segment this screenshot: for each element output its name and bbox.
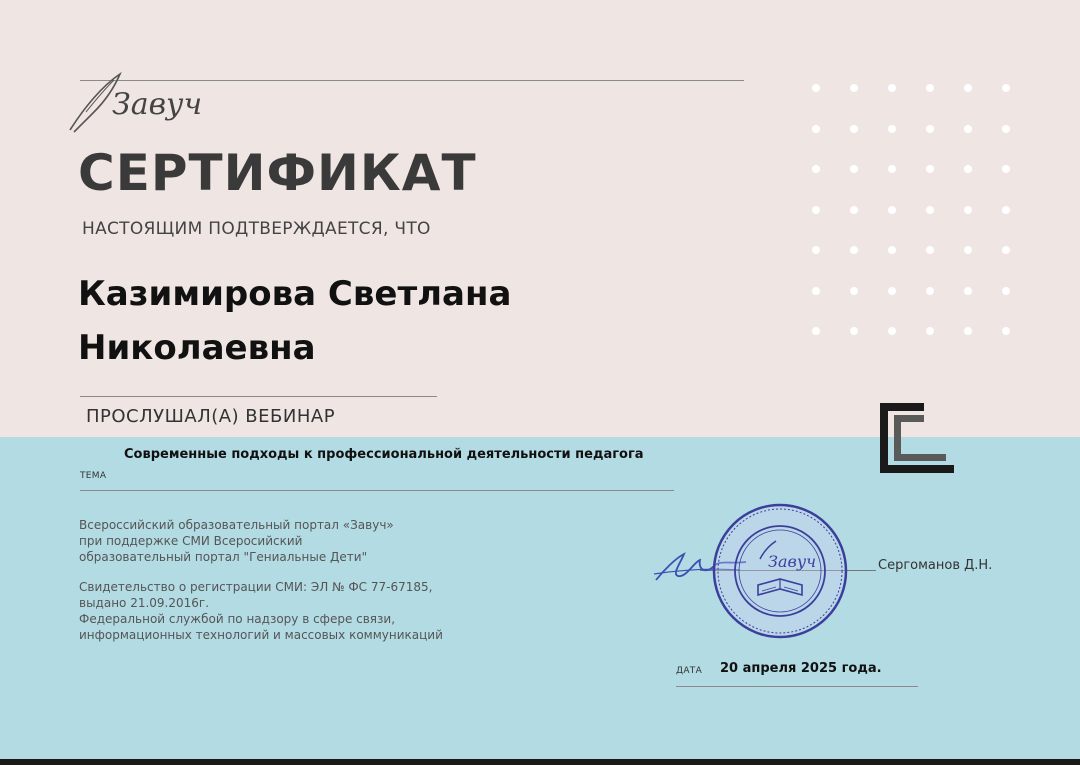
decorative-dot [888,246,896,254]
decorative-dot [888,125,896,133]
decorative-dot [1002,84,1010,92]
webinar-topic: Современные подходы к профессиональной деятельности педагога [124,447,644,462]
footer-strip [0,759,1080,765]
recipient-name-line-2: Николаевна [78,328,316,368]
issuer-line: Всероссийский образовательный портал «Завуч» [79,518,394,532]
decorative-dot [850,327,858,335]
issuer-line: при поддержке СМИ Всеросийский [79,534,303,548]
certificate-title: СЕРТИФИКАТ [78,144,477,202]
decorative-dot [926,327,934,335]
decorative-dot [812,84,820,92]
issuer-line: образовательный портал "Гениальные Дети" [79,550,368,564]
decorative-dot [812,246,820,254]
recipient-name [78,267,598,375]
topic-divider [80,490,674,491]
decorative-dot [964,125,972,133]
brand-mark-icon [880,403,956,473]
registration-line: Федеральной службой по надзору в сфере связи, [79,612,396,626]
decorative-dot [850,84,858,92]
decorative-dot [812,206,820,214]
decorative-dot [964,246,972,254]
decorative-dot [850,206,858,214]
zavuch-logo-icon [64,68,214,138]
stamp-center-text: Завуч [768,552,817,571]
decorative-dot [964,165,972,173]
decorative-dot [812,287,820,295]
logo-text: Завуч [112,87,203,122]
registration-line: выдано 21.09.2016г. [79,596,210,610]
date-value: 20 апреля 2025 года. [720,661,882,676]
decorative-dot [888,84,896,92]
decorative-dot [926,125,934,133]
decorative-dot [850,246,858,254]
decorative-dot [1002,287,1010,295]
decorative-dot [850,287,858,295]
decorative-dot [888,327,896,335]
decorative-dot [926,287,934,295]
decorative-dot [1002,327,1010,335]
name-divider [80,396,437,397]
certificate-subtitle: НАСТОЯЩИМ ПОДТВЕРЖДАЕТСЯ, ЧТО [82,219,431,239]
topic-label: ТЕМА [80,471,107,481]
decorative-dot [964,287,972,295]
decorative-dot [1002,206,1010,214]
decorative-dot [964,206,972,214]
recipient-name-line-1: Казимирова Светлана [78,274,512,314]
registration-info [79,579,479,643]
decorative-dot [926,84,934,92]
decorative-dot [926,246,934,254]
decorative-dot [964,327,972,335]
decorative-dot [926,165,934,173]
webinar-label: ПРОСЛУШАЛ(А) ВЕБИНАР [86,406,336,427]
decorative-dot [1002,246,1010,254]
decorative-dot [1002,125,1010,133]
decorative-dot [850,165,858,173]
decorative-dot [926,206,934,214]
signer-name: Сергоманов Д.Н. [878,558,993,573]
decorative-dot [888,165,896,173]
registration-line: Свидетельство о регистрации СМИ: ЭЛ № ФС 77-67185, [79,580,433,594]
decorative-dot [812,327,820,335]
date-label: ДАТА [676,666,703,676]
decorative-dot [812,165,820,173]
decorative-dot [1002,165,1010,173]
decorative-dot [964,84,972,92]
decorative-dot [812,125,820,133]
date-divider [676,686,918,687]
decorative-dot [888,206,896,214]
decorative-dot [888,287,896,295]
decorative-dot [850,125,858,133]
official-stamp-icon [710,501,850,641]
issuer-info [79,517,479,565]
registration-line: информационных технологий и массовых коммуникаций [79,628,443,642]
